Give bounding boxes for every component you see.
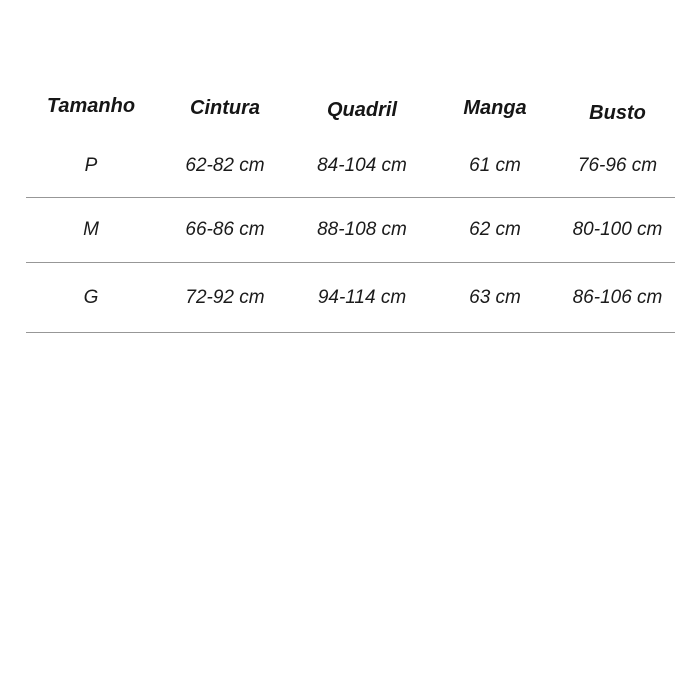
cell-size: M — [83, 219, 99, 240]
header-busto: Busto — [589, 101, 646, 124]
header-cintura: Cintura — [190, 96, 260, 119]
cell-manga: 62 cm — [469, 219, 521, 240]
table-header-row — [26, 78, 675, 134]
cell-size: G — [83, 286, 99, 308]
cell-busto: 76-96 cm — [577, 154, 658, 176]
cell-quadril: 94-114 cm — [317, 286, 407, 308]
cell-quadril: 84-104 cm — [317, 154, 407, 176]
cell-cintura: 72-92 cm — [185, 286, 265, 308]
table-row-size-m — [26, 198, 675, 263]
cell-quadril: 88-108 cm — [317, 219, 407, 240]
table-row-size-p — [26, 134, 675, 198]
header-manga: Manga — [463, 96, 527, 119]
size-chart-table — [26, 78, 675, 333]
cell-size: P — [84, 154, 98, 176]
header-quadril: Quadril — [326, 98, 397, 121]
cell-manga: 61 cm — [469, 154, 521, 176]
cell-busto: 80-100 cm — [572, 219, 663, 240]
cell-busto: 86-106 cm — [572, 286, 663, 308]
table-row-size-g — [26, 263, 675, 333]
cell-manga: 63 cm — [469, 286, 521, 308]
header-tamanho: Tamanho — [46, 94, 136, 117]
cell-cintura: 62-82 cm — [185, 154, 265, 176]
cell-cintura: 66-86 cm — [185, 219, 265, 240]
